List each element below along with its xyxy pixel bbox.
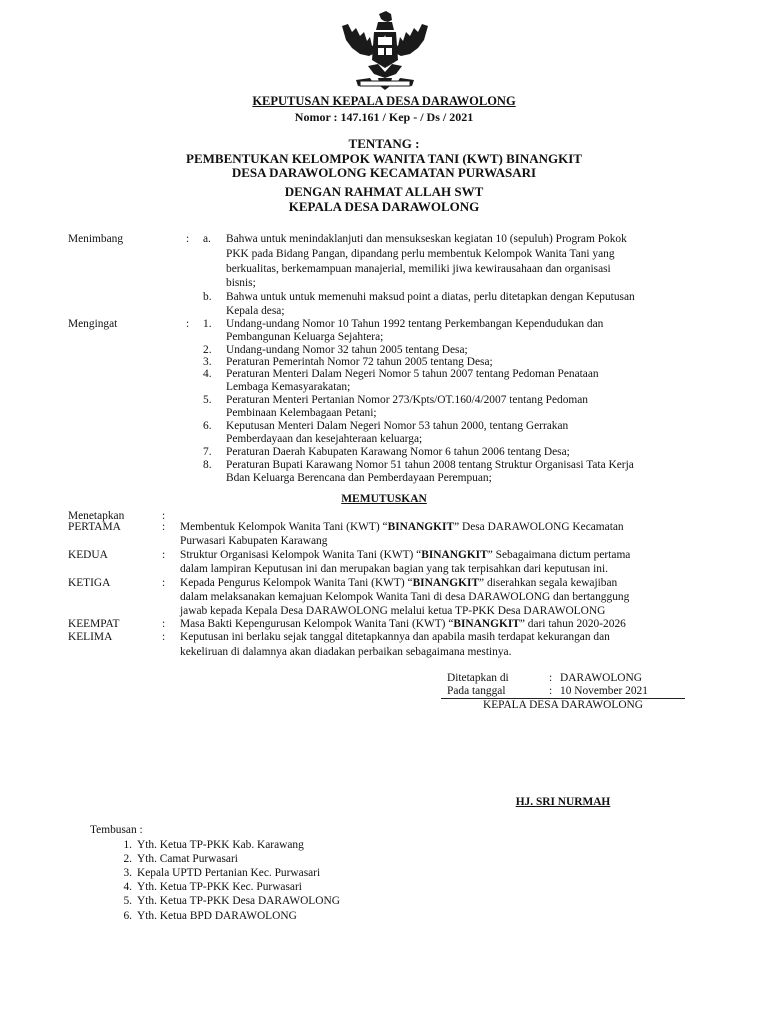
tembusan-number-6: 6. <box>123 910 132 922</box>
menimbang-a-line-2: PKK pada Bidang Pangan, dipandang perlu membentuk Kelompok Wanita Tani yang <box>226 248 615 260</box>
tembusan-number-5: 5. <box>123 895 132 907</box>
mengingat-8-line-2: Bdan Keluarga Berencana dan Pemberdayaan Perempuan; <box>226 472 492 484</box>
mengingat-6-line-1: Keputusan Menteri Dalam Negeri Nomor 53 tahun 2000, tentang Gerrakan <box>226 420 569 432</box>
mengingat-marker-4: 4. <box>203 368 212 380</box>
menetapkan-label: Menetapkan <box>68 510 125 522</box>
kepala-desa-heading: KEPALA DESA DARAWOLONG <box>288 199 480 214</box>
menimbang-marker-b: b. <box>203 291 212 303</box>
mengingat-marker-3: 3. <box>203 356 212 368</box>
mengingat-2-line-1: Undang-undang Nomor 32 tahun 2005 tentang Desa; <box>226 344 468 356</box>
decree-number: Nomor : 147.161 / Kep - / Ds / 2021 <box>294 110 474 124</box>
signatory-name: HJ. SRI NURMAH <box>515 796 611 808</box>
menimbang-a-line-4: bisnis; <box>226 277 256 289</box>
mengingat-4-line-1: Peraturan Menteri Dalam Negeri Nomor 5 tahun 2007 tentang Pedoman Penataan <box>226 368 599 380</box>
mengingat-5-line-1: Peraturan Menteri Pertanian Nomor 273/Kpts/OT.160/4/2007 tentang Pedoman <box>226 394 589 406</box>
ketiga-line-3: jawab kepada Kepala Desa DARAWOLONG melalui ketua TP-PKK Desa DARAWOLONG <box>180 605 606 617</box>
tembusan-item-2: Yth. Camat Purwasari <box>137 853 238 865</box>
mengingat-colon: : <box>186 318 190 330</box>
menimbang-b-line-1: Bahwa untuk untuk memenuhi maksud point a diatas, perlu ditetapkan dengan Keputusan <box>226 291 635 303</box>
tembusan-item-4: Yth. Ketua TP-PKK Kec. Purwasari <box>137 881 302 893</box>
tembusan-number-2: 2. <box>123 853 132 865</box>
tembusan-item-1: Yth. Ketua TP-PKK Kab. Karawang <box>137 839 304 851</box>
tembusan-number-1: 1. <box>123 839 132 851</box>
menimbang-colon: : <box>186 233 190 245</box>
ketiga-colon: : <box>162 577 166 589</box>
mengingat-marker-6: 6. <box>203 420 212 432</box>
pertama-colon: : <box>162 521 166 533</box>
mengingat-5-line-2: Pembinaan Kelembagaan Petani; <box>226 407 377 419</box>
mengingat-1-line-1: Undang-undang Nomor 10 Tahun 1992 tentang Perkembangan Kependudukan dan <box>226 318 604 330</box>
mengingat-marker-5: 5. <box>203 394 212 406</box>
kelima-colon: : <box>162 631 166 643</box>
keempat-label: KEEMPAT <box>68 618 120 630</box>
garuda-emblem-icon <box>334 8 436 94</box>
ketiga-line-2: dalam melaksanakan kemajuan Kelompok Wanita Tani di desa DARAWOLONG dan bertanggung <box>180 591 630 603</box>
keempat-colon: : <box>162 618 166 630</box>
mengingat-8-line-1: Peraturan Bupati Karawang Nomor 51 tahun 2008 tentang Struktur Organisasi Tata Kerja <box>226 459 634 471</box>
pertama-label: PERTAMA <box>68 521 121 533</box>
menetapkan-colon: : <box>162 510 166 522</box>
mengingat-7-line-1: Peraturan Daerah Kabupaten Karawang Nomor 6 tahun 2006 tentang Desa; <box>226 446 570 458</box>
menimbang-a-line-1: Bahwa untuk menindaklanjuti dan mensukseskan kegiatan 10 (sepuluh) Program Pokok <box>226 233 627 245</box>
mengingat-marker-2: 2. <box>203 344 212 356</box>
tentang-heading: TENTANG : <box>348 136 420 151</box>
decree-title: KEPUTUSAN KEPALA DESA DARAWOLONG <box>252 94 516 108</box>
menimbang-b-line-2: Kepala desa; <box>226 305 285 317</box>
tembusan-label: Tembusan : <box>90 824 143 836</box>
mengingat-marker-8: 8. <box>203 459 212 471</box>
tanggal-value: 10 November 2021 <box>560 685 648 697</box>
menimbang-marker-a: a. <box>203 233 211 245</box>
ditetapkan-label: Ditetapkan di <box>447 672 509 684</box>
kelima-line-2: kekeliruan di dalamnya akan diadakan perbaikan sebagaimana mestinya. <box>180 646 512 658</box>
ditetapkan-colon: : <box>549 672 553 684</box>
mengingat-marker-7: 7. <box>203 446 212 458</box>
signature-title: KEPALA DESA DARAWOLONG <box>482 699 644 711</box>
tanggal-colon: : <box>549 685 553 697</box>
mengingat-1-line-2: Pembangunan Keluarga Sejahtera; <box>226 331 384 343</box>
pertama-line-1: Membentuk Kelompok Wanita Tani (KWT) “BINANGKIT” Desa DARAWOLONG Kecamatan <box>180 521 624 533</box>
mengingat-marker-1: 1. <box>203 318 212 330</box>
kedua-line-2: dalam lampiran Keputusan ini dan merupakan bagian yang tak terpisahkan dari keputusan ini. <box>180 563 608 575</box>
mengingat-3-line-1: Peraturan Pemerintah Nomor 72 tahun 2005 tentang Desa; <box>226 356 493 368</box>
subject-line-1: PEMBENTUKAN KELOMPOK WANITA TANI (KWT) BINANGKIT <box>186 151 582 166</box>
kelima-line-1: Keputusan ini berlaku sejak tanggal ditetapkannya dan apabila masih terdapat kekurangan dan <box>180 631 610 643</box>
menimbang-a-line-3: berkualitas, berkemampuan manajerial, memiliki jiwa kewirausahaan dan organisasi <box>226 263 611 275</box>
rahmat-line: DENGAN RAHMAT ALLAH SWT <box>284 184 484 199</box>
mengingat-label: Mengingat <box>68 318 118 330</box>
menimbang-label: Menimbang <box>68 233 124 245</box>
memutuskan-heading: MEMUTUSKAN <box>341 493 427 505</box>
ketiga-line-1: Kepada Pengurus Kelompok Wanita Tani (KWT) “BINANGKIT” diserahkan segala kewajiban <box>180 577 618 589</box>
kedua-label: KEDUA <box>68 549 108 561</box>
tembusan-item-3: Kepala UPTD Pertanian Kec. Purwasari <box>137 867 321 879</box>
kedua-line-1: Struktur Organisasi Kelompok Wanita Tani (KWT) “BINANGKIT” Sebagaimana dictum pertama <box>180 549 631 561</box>
tembusan-number-3: 3. <box>123 867 132 879</box>
tembusan-item-5: Yth. Ketua TP-PKK Desa DARAWOLONG <box>137 895 340 907</box>
mengingat-6-line-2: Pemberdayaan dan kesejahteraan keluarga; <box>226 433 423 445</box>
tembusan-number-4: 4. <box>123 881 132 893</box>
ditetapkan-value: DARAWOLONG <box>560 672 642 684</box>
tembusan-item-6: Yth. Ketua BPD DARAWOLONG <box>137 910 297 922</box>
kedua-colon: : <box>162 549 166 561</box>
mengingat-4-line-2: Lembaga Kemasyarakatan; <box>226 381 351 393</box>
kelima-label: KELIMA <box>68 631 113 643</box>
subject-line-2: DESA DARAWOLONG KECAMATAN PURWASARI <box>231 165 537 180</box>
pertama-line-2: Purwasari Kabupaten Karawang <box>180 535 328 547</box>
keempat-line-1: Masa Bakti Kepengurusan Kelompok Wanita Tani (KWT) “BINANGKIT” dari tahun 2020-2026 <box>180 618 626 630</box>
tanggal-label: Pada tanggal <box>447 685 506 697</box>
ketiga-label: KETIGA <box>68 577 111 589</box>
